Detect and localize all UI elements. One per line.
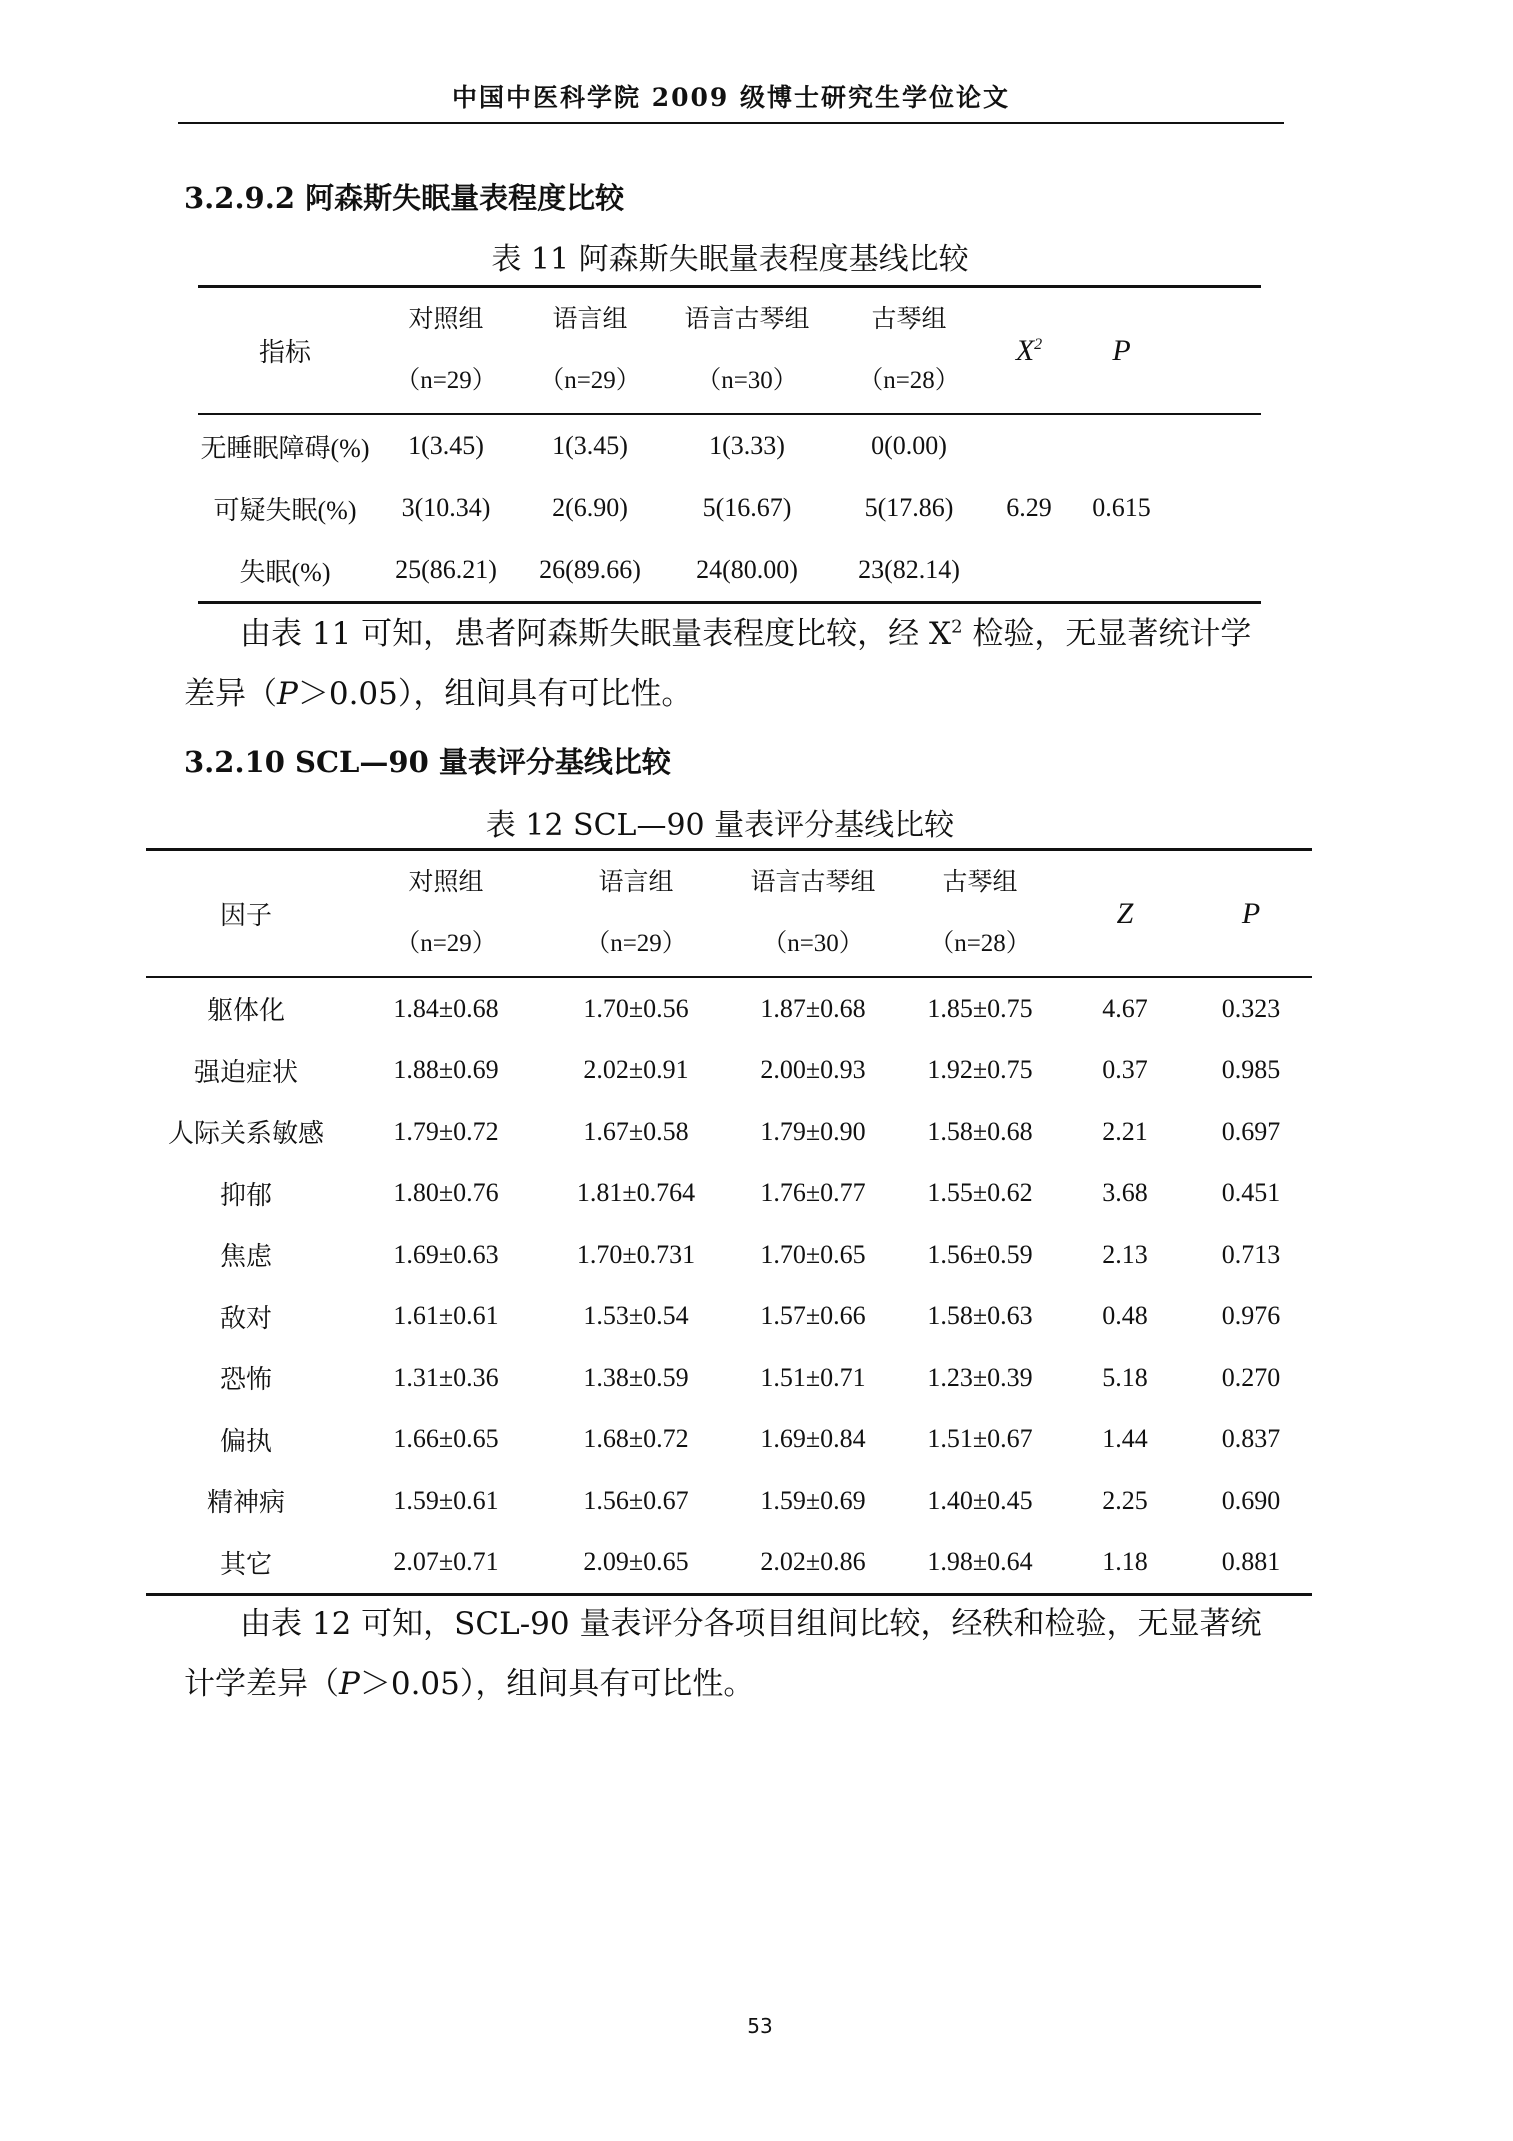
table-cell: 1.53±0.54 bbox=[583, 1301, 689, 1331]
table-cell: 1.55±0.62 bbox=[927, 1178, 1033, 1208]
table-cell: 0(0.00) bbox=[871, 431, 947, 460]
table-cell: 1.80±0.76 bbox=[393, 1178, 499, 1208]
table-12-group-header: 语言组 （n=29） bbox=[546, 850, 726, 978]
z-value: 4.67 bbox=[1102, 993, 1148, 1023]
table-row bbox=[146, 1224, 1312, 1286]
p-value: 0.837 bbox=[1221, 1424, 1281, 1454]
table-cell: 1.51±0.67 bbox=[927, 1424, 1033, 1454]
table-row bbox=[146, 1040, 1312, 1102]
table-cell: 23(82.14) bbox=[858, 555, 960, 584]
table-11-chi-square-header: $X^2$ bbox=[984, 287, 1074, 415]
p-value: 0.451 bbox=[1221, 1178, 1281, 1208]
p-value: 0.976 bbox=[1221, 1301, 1281, 1331]
table-cell: 1(3.45) bbox=[552, 431, 628, 460]
table-cell: 1.81±0.764 bbox=[576, 1178, 696, 1208]
table-cell: 1.70±0.731 bbox=[576, 1239, 696, 1269]
p-value: 0.713 bbox=[1221, 1239, 1281, 1269]
table-cell: 1.68±0.72 bbox=[583, 1424, 689, 1454]
z-value: 2.21 bbox=[1102, 1116, 1148, 1146]
z-value: 0.48 bbox=[1102, 1301, 1148, 1331]
table-cell: 1.58±0.68 bbox=[927, 1116, 1033, 1146]
z-value: 3.68 bbox=[1102, 1178, 1148, 1208]
table-cell: 1.70±0.65 bbox=[760, 1239, 866, 1269]
table-cell: 1.31±0.36 bbox=[393, 1362, 499, 1392]
table-row bbox=[198, 539, 1261, 603]
table-cell: 2.02±0.86 bbox=[760, 1547, 866, 1577]
table-cell: 1.59±0.61 bbox=[393, 1485, 499, 1515]
z-value: 1.44 bbox=[1102, 1424, 1148, 1454]
table-12-group-header: 古琴组 （n=28） bbox=[900, 850, 1060, 978]
section-heading-scl90: 3.2.10 SCL—90 量表评分基线比较 bbox=[184, 745, 671, 779]
page-header: 中国中医科学院 2009 级博士研究生学位论文 bbox=[452, 83, 1010, 112]
table-row bbox=[146, 1101, 1312, 1163]
table-cell: 3(10.34) bbox=[401, 493, 491, 522]
table-cell: 1.40±0.45 bbox=[927, 1485, 1033, 1515]
table-12-z-header: Z bbox=[1060, 850, 1190, 978]
table-cell: 1.58±0.63 bbox=[927, 1301, 1033, 1331]
table-11-group-header: 语言古琴组 （n=30） bbox=[660, 287, 834, 415]
table-12 bbox=[146, 848, 1312, 1596]
table-row bbox=[146, 1409, 1312, 1471]
p-value: 0.323 bbox=[1221, 993, 1281, 1023]
table-row bbox=[146, 1470, 1312, 1532]
table-cell: 25(86.21) bbox=[395, 555, 497, 584]
table-11-group-header: 语言组 （n=29） bbox=[520, 287, 660, 415]
table-row bbox=[146, 1163, 1312, 1225]
table-12-header-row bbox=[146, 850, 1312, 978]
table-cell: 1.56±0.59 bbox=[927, 1239, 1033, 1269]
section-heading-ais: 3.2.9.2 阿森斯失眠量表程度比较 bbox=[184, 181, 625, 215]
table-cell: 1.23±0.39 bbox=[927, 1362, 1033, 1392]
table-row bbox=[146, 1532, 1312, 1595]
row-label: 偏执 bbox=[219, 1426, 272, 1456]
table-cell: 1.67±0.58 bbox=[583, 1116, 689, 1146]
table-cell: 24(80.00) bbox=[696, 555, 798, 584]
table-row bbox=[198, 477, 1261, 539]
table-cell: 1(3.33) bbox=[709, 431, 785, 460]
table-11-group-header: 古琴组 （n=28） bbox=[834, 287, 984, 415]
table-cell: 1.76±0.77 bbox=[760, 1178, 866, 1208]
row-label: 躯体化 bbox=[206, 996, 285, 1026]
table-cell: 26(89.66) bbox=[539, 555, 641, 584]
row-label: 恐怖 bbox=[219, 1365, 272, 1395]
table-row bbox=[146, 977, 1312, 1040]
table-cell: 5(17.86) bbox=[864, 493, 954, 522]
table-row bbox=[198, 414, 1261, 477]
row-label: 人际关系敏感 bbox=[167, 1119, 324, 1149]
p-value: 0.697 bbox=[1221, 1116, 1281, 1146]
table-cell: 1.88±0.69 bbox=[393, 1055, 499, 1085]
page-number: 53 bbox=[747, 2014, 773, 2038]
table-cell: 1.69±0.84 bbox=[760, 1424, 866, 1454]
table-cell: 1.70±0.56 bbox=[583, 993, 689, 1023]
table-cell: 2.09±0.65 bbox=[583, 1547, 689, 1577]
table-cell: 2.00±0.93 bbox=[760, 1055, 866, 1085]
p-value: 0.690 bbox=[1221, 1485, 1281, 1515]
table-cell: 1.87±0.68 bbox=[760, 993, 866, 1023]
row-label: 其它 bbox=[219, 1549, 272, 1579]
table-11-group-header: 对照组 （n=29） bbox=[372, 287, 520, 415]
chi-square-value: 6.29 bbox=[1006, 493, 1052, 522]
z-value: 1.18 bbox=[1102, 1547, 1148, 1577]
row-label: 抑郁 bbox=[219, 1180, 272, 1210]
table-12-caption: 表 12 SCL—90 量表评分基线比较 bbox=[485, 808, 955, 843]
p-value: 0.985 bbox=[1221, 1055, 1281, 1085]
row-label: 失眠(%) bbox=[239, 557, 331, 587]
row-label: 焦虑 bbox=[219, 1242, 272, 1272]
header-rule bbox=[178, 122, 1284, 124]
z-value: 2.13 bbox=[1102, 1239, 1148, 1269]
p-value: 0.270 bbox=[1221, 1362, 1281, 1392]
row-label: 可疑失眠(%) bbox=[213, 495, 357, 525]
table-cell: 1.92±0.75 bbox=[927, 1055, 1033, 1085]
table-cell: 1.66±0.65 bbox=[393, 1424, 499, 1454]
table-11-row-header: 指标 bbox=[198, 287, 372, 415]
paragraph-table-12-summary: 由表 12 可知，SCL-90 量表评分各项目组间比较，经秩和检验，无显著统 计学差异（P＞0.05），组间具有可比性。 bbox=[184, 1606, 1262, 1702]
table-11-header-row bbox=[198, 287, 1261, 415]
row-label: 强迫症状 bbox=[193, 1057, 298, 1087]
table-cell: 1.38±0.59 bbox=[583, 1362, 689, 1392]
table-cell: 5(16.67) bbox=[702, 493, 792, 522]
p-value: 0.615 bbox=[1092, 493, 1151, 522]
table-cell: 1(3.45) bbox=[408, 431, 484, 460]
table-cell: 1.84±0.68 bbox=[393, 993, 499, 1023]
table-12-p-header: P bbox=[1190, 850, 1312, 978]
table-cell: 1.79±0.72 bbox=[393, 1116, 499, 1146]
table-row bbox=[146, 1347, 1312, 1409]
table-cell: 1.56±0.67 bbox=[583, 1485, 689, 1515]
table-cell: 1.59±0.69 bbox=[760, 1485, 866, 1515]
z-value: 0.37 bbox=[1102, 1055, 1148, 1085]
table-11-p-header: P bbox=[1074, 287, 1169, 415]
table-cell: 1.61±0.61 bbox=[393, 1301, 499, 1331]
table-12-row-header: 因子 bbox=[146, 850, 346, 978]
table-cell: 1.85±0.75 bbox=[927, 993, 1033, 1023]
row-label: 敌对 bbox=[219, 1303, 272, 1333]
table-cell: 1.69±0.63 bbox=[393, 1239, 499, 1269]
table-cell: 1.79±0.90 bbox=[760, 1116, 866, 1146]
table-11 bbox=[198, 285, 1261, 604]
z-value: 5.18 bbox=[1102, 1362, 1148, 1392]
table-12-group-header: 语言古琴组 （n=30） bbox=[726, 850, 900, 978]
table-row bbox=[146, 1286, 1312, 1348]
table-cell: 2(6.90) bbox=[552, 493, 628, 522]
paragraph-table-11-summary: 由表 11 可知，患者阿森斯失眠量表程度比较，经 $X^2$ 检验，无显著统计学 差异（P＞0.05），组间具有可比性。 bbox=[184, 616, 1252, 712]
table-cell: 2.02±0.91 bbox=[583, 1055, 689, 1085]
table-cell: 1.57±0.66 bbox=[760, 1301, 866, 1331]
table-11-caption: 表 11 阿森斯失眠量表程度基线比较 bbox=[491, 242, 969, 277]
table-cell: 1.98±0.64 bbox=[927, 1547, 1033, 1577]
table-12-group-header: 对照组 （n=29） bbox=[346, 850, 546, 978]
table-cell: 1.51±0.71 bbox=[760, 1362, 866, 1392]
row-label: 精神病 bbox=[206, 1488, 285, 1518]
table-cell: 2.07±0.71 bbox=[393, 1547, 499, 1577]
z-value: 2.25 bbox=[1102, 1485, 1148, 1515]
p-value: 0.881 bbox=[1221, 1547, 1281, 1577]
row-label: 无睡眠障碍(%) bbox=[200, 433, 370, 463]
